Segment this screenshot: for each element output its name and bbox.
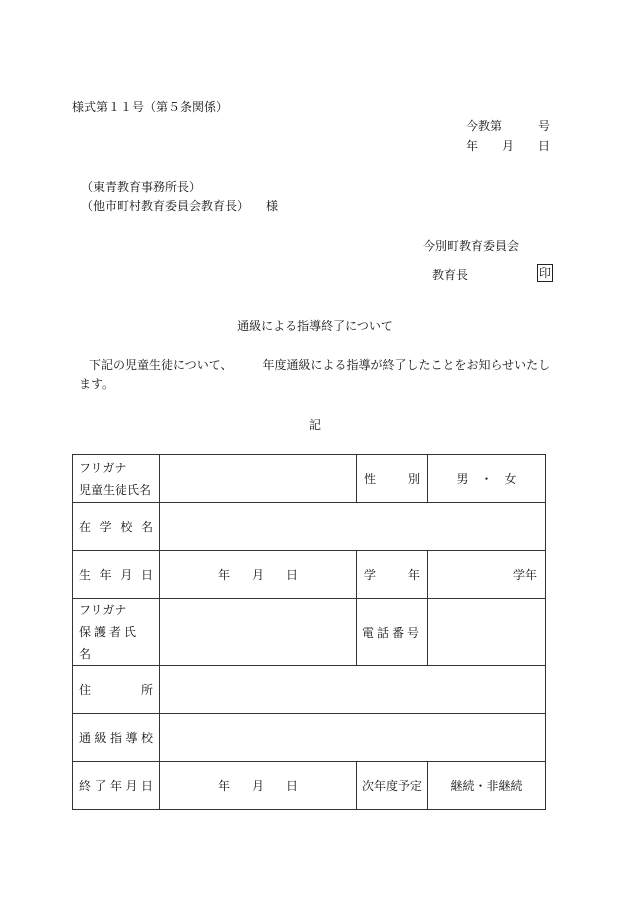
issue-date: 年 月 日: [465, 139, 550, 153]
guardian-furigana-label: フリガナ: [79, 603, 127, 617]
birthdate-label: 生 年 月 日: [73, 551, 160, 599]
student-name-text: 児童生徒氏名: [79, 482, 152, 497]
seal-mark: 印: [539, 266, 552, 280]
tsukyu-school-label: 通 級 指 導 校: [73, 714, 160, 762]
row-guardian: [73, 599, 546, 666]
school-field[interactable]: [160, 503, 546, 551]
row-school: [73, 503, 546, 551]
addressee-2: （他市町村教育委員会教育長）: [81, 199, 250, 213]
row-address: [73, 666, 546, 714]
student-name-field[interactable]: [160, 455, 357, 503]
school-label: 在 学 校 名: [73, 503, 160, 551]
student-info-table: [72, 454, 546, 810]
tsukyu-school-field[interactable]: [160, 714, 546, 762]
phone-field[interactable]: [428, 599, 546, 666]
grade-field[interactable]: 学年: [428, 551, 546, 599]
address-label: 住 所: [73, 666, 160, 714]
student-name-label: [73, 455, 160, 503]
reference-number: 今教第 号: [465, 119, 550, 133]
document-title: 通級による指導終了について: [237, 319, 393, 333]
birthdate-field[interactable]: 年 月 日: [160, 551, 357, 599]
form-number: 様式第１１号（第５条関係）: [72, 100, 229, 114]
row-birth: [73, 551, 546, 599]
end-date-field[interactable]: 年 月 日: [160, 762, 357, 810]
ki-heading: 記: [308, 418, 321, 432]
guardian-name-field[interactable]: [160, 599, 357, 666]
furigana-label: フリガナ: [79, 460, 127, 475]
gender-label: 性 別: [357, 455, 428, 503]
honorific: 様: [266, 199, 279, 213]
guardian-name-label: [73, 599, 160, 666]
row-student-name: [73, 455, 546, 503]
row-tsukyu-school: [73, 714, 546, 762]
row-end-date: [73, 762, 546, 810]
continuation-field[interactable]: 継続・非継続: [428, 762, 546, 810]
sender-organization: 今別町教育委員会: [423, 239, 520, 253]
next-year-label: 次年度予定: [357, 762, 428, 810]
body-text-line-1: 下記の児童生徒について、 年度通級による指導が終了したことをお知らせいたし: [89, 358, 551, 372]
body-text-line-2: ます。: [79, 377, 115, 391]
phone-label: 電話番号: [357, 599, 428, 666]
gender-value[interactable]: 男 ・ 女: [428, 455, 546, 503]
end-date-label: 終 了 年 月 日: [73, 762, 160, 810]
addressee-1: （東青教育事務所長）: [81, 180, 202, 194]
grade-label: 学 年: [357, 551, 428, 599]
address-field[interactable]: [160, 666, 546, 714]
guardian-name-text: 保護者氏名: [79, 625, 140, 661]
sender-title: 教育長: [432, 268, 469, 282]
